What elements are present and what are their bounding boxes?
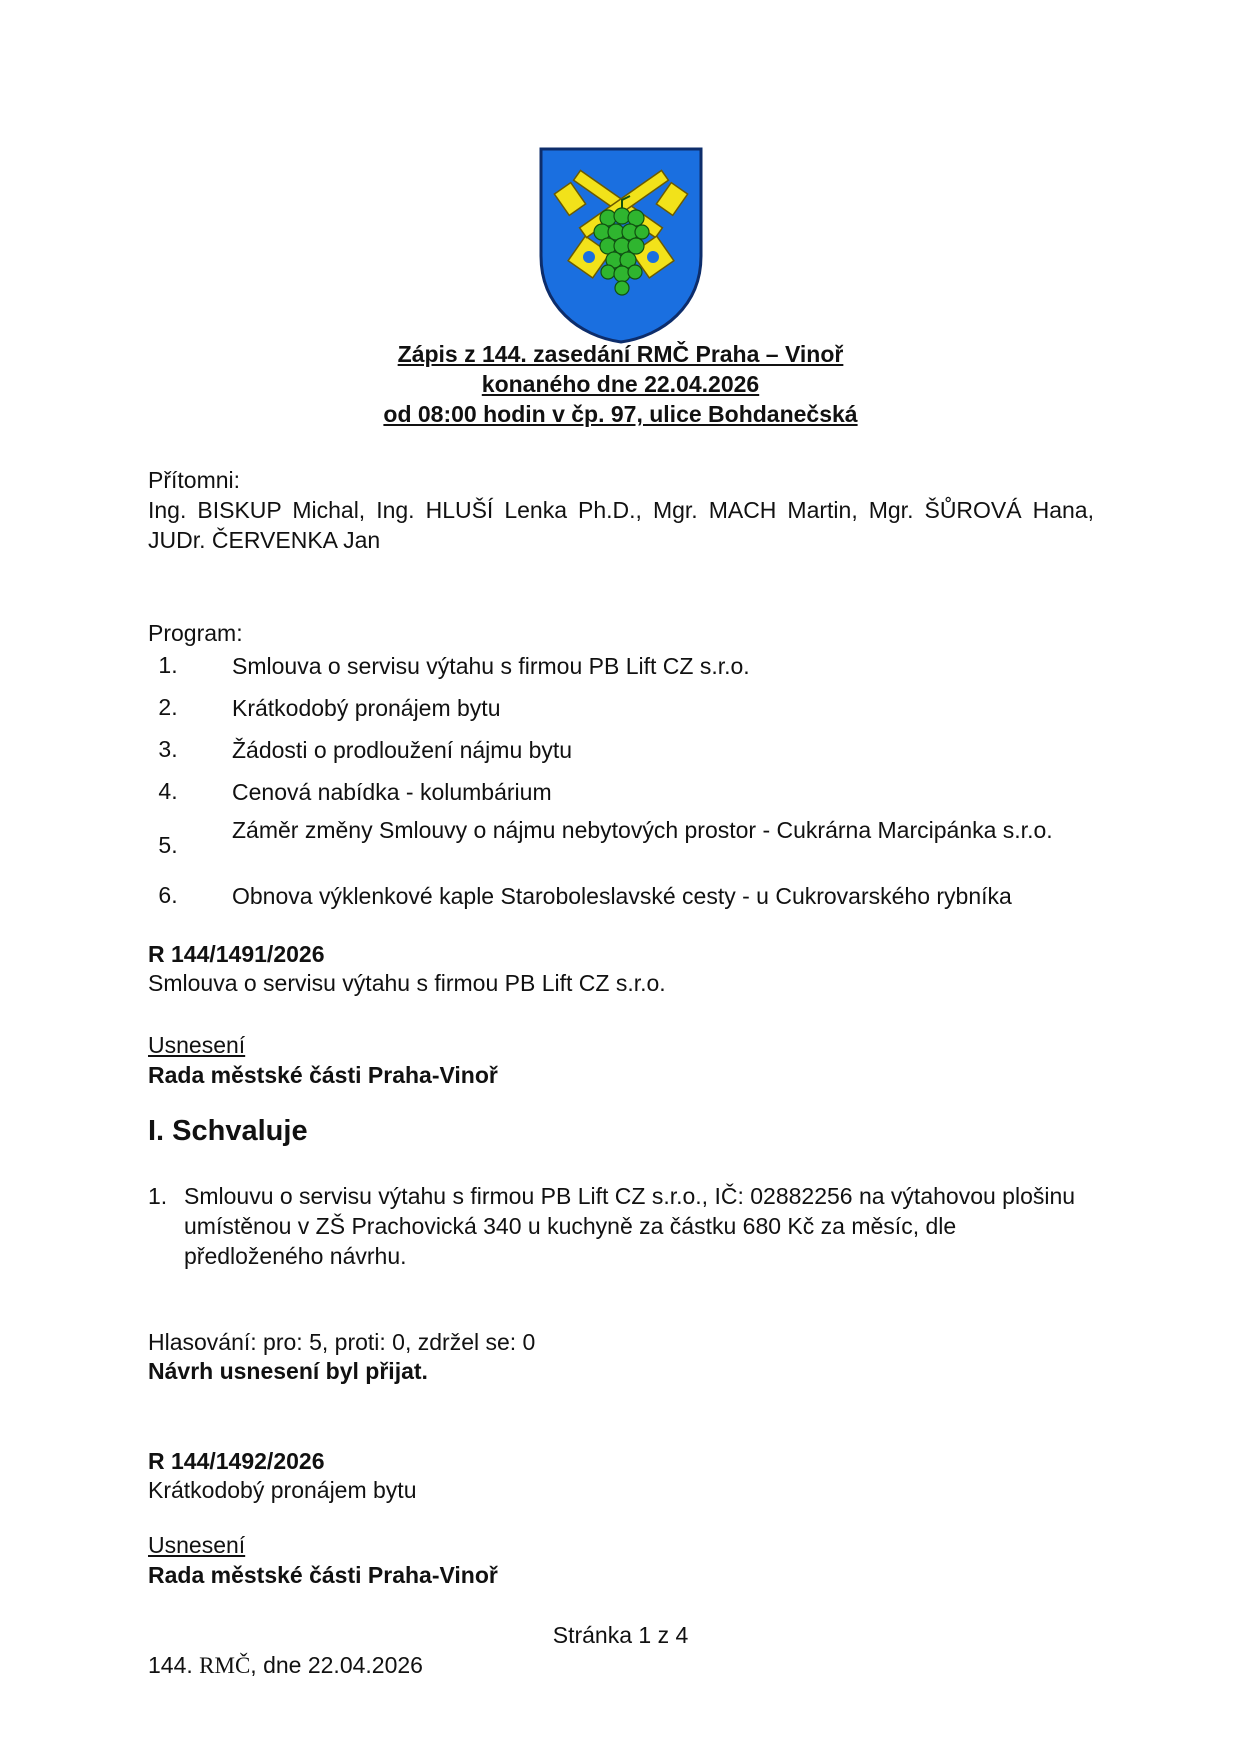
page-number: Stránka 1 z 4 [552, 1622, 689, 1648]
program-item-number: 6. [158, 882, 178, 908]
resolution-id: R 144/1491/2026 [148, 941, 325, 967]
footer-date: , dne 22.04.2026 [250, 1652, 423, 1678]
vote-result: Hlasování: pro: 5, proti: 0, zdržel se: 0 [148, 1329, 536, 1355]
resolution-subject: Smlouva o servisu výtahu s firmou PB Lift CZ s.r.o. [148, 970, 666, 996]
program-label: Program: [148, 620, 243, 646]
program-item-text: Obnova výklenkové kaple Staroboleslavské cesty - u Cukrovarského rybníka [232, 883, 1012, 909]
program-item-text: Smlouva o servisu výtahu s firmou PB Lift CZ s.r.o. [232, 653, 750, 679]
resolution-id: R 144/1492/2026 [148, 1448, 325, 1474]
coat-of-arms-logo [538, 146, 704, 344]
program-item-text: Žádosti o prodloužení nájmu bytu [232, 737, 573, 763]
resolution-item-number: 1. [148, 1183, 168, 1209]
program-item-number: 3. [158, 736, 178, 762]
resolution-usneseni-label: Usnesení [148, 1532, 246, 1558]
resolution-item-text: Smlouvu o servisu výtahu s firmou PB Lift CZ s.r.o., IČ: 02882256 na výtahovou plošinu umístěnou v ZŠ Prachovická 340 u kuchyně za částku 680 Kč za měsíc, dle předloženého návrhu. [184, 1183, 1076, 1269]
document-title: Zápis z 144. zasedání RMČ Praha – Vinoř [397, 341, 844, 367]
resolution-subject: Krátkodobý pronájem bytu [148, 1477, 417, 1503]
program-item-text: Krátkodobý pronájem bytu [232, 695, 501, 721]
resolution-usneseni-label: Usnesení [148, 1032, 246, 1058]
program-item-text: Cenová nabídka - kolumbárium [232, 779, 552, 805]
program-item-number: 5. [158, 832, 178, 858]
program-item-number: 4. [158, 778, 178, 804]
meeting-place: od 08:00 hodin v čp. 97, ulice Bohdanečská [383, 401, 858, 427]
program-item-number: 1. [158, 652, 178, 678]
attendance-label: Přítomni: [148, 467, 241, 493]
footer-rmc: RMČ [199, 1653, 251, 1678]
attendance-names: Ing. BISKUP Michal, Ing. HLUŠÍ Lenka Ph.D., Mgr. MACH Martin, Mgr. ŠŮROVÁ Hana, JUDr. ČERVENKA Jan [148, 497, 1094, 553]
section-heading: I. Schvaluje [148, 1115, 308, 1147]
program-item-text: Záměr změny Smlouvy o nájmu nebytových prostor - Cukrárna Marcipánka s.r.o. [232, 817, 1053, 843]
resolution-body: Rada městské části Praha-Vinoř [148, 1062, 498, 1088]
resolution-body: Rada městské části Praha-Vinoř [148, 1562, 498, 1588]
meeting-date: konaného dne 22.04.2026 [481, 371, 760, 397]
program-item-number: 2. [158, 694, 178, 720]
footer-meeting-info [148, 1652, 423, 1679]
footer-prefix: 144. [148, 1652, 200, 1678]
resolution-outcome: Návrh usnesení byl přijat. [148, 1358, 428, 1384]
